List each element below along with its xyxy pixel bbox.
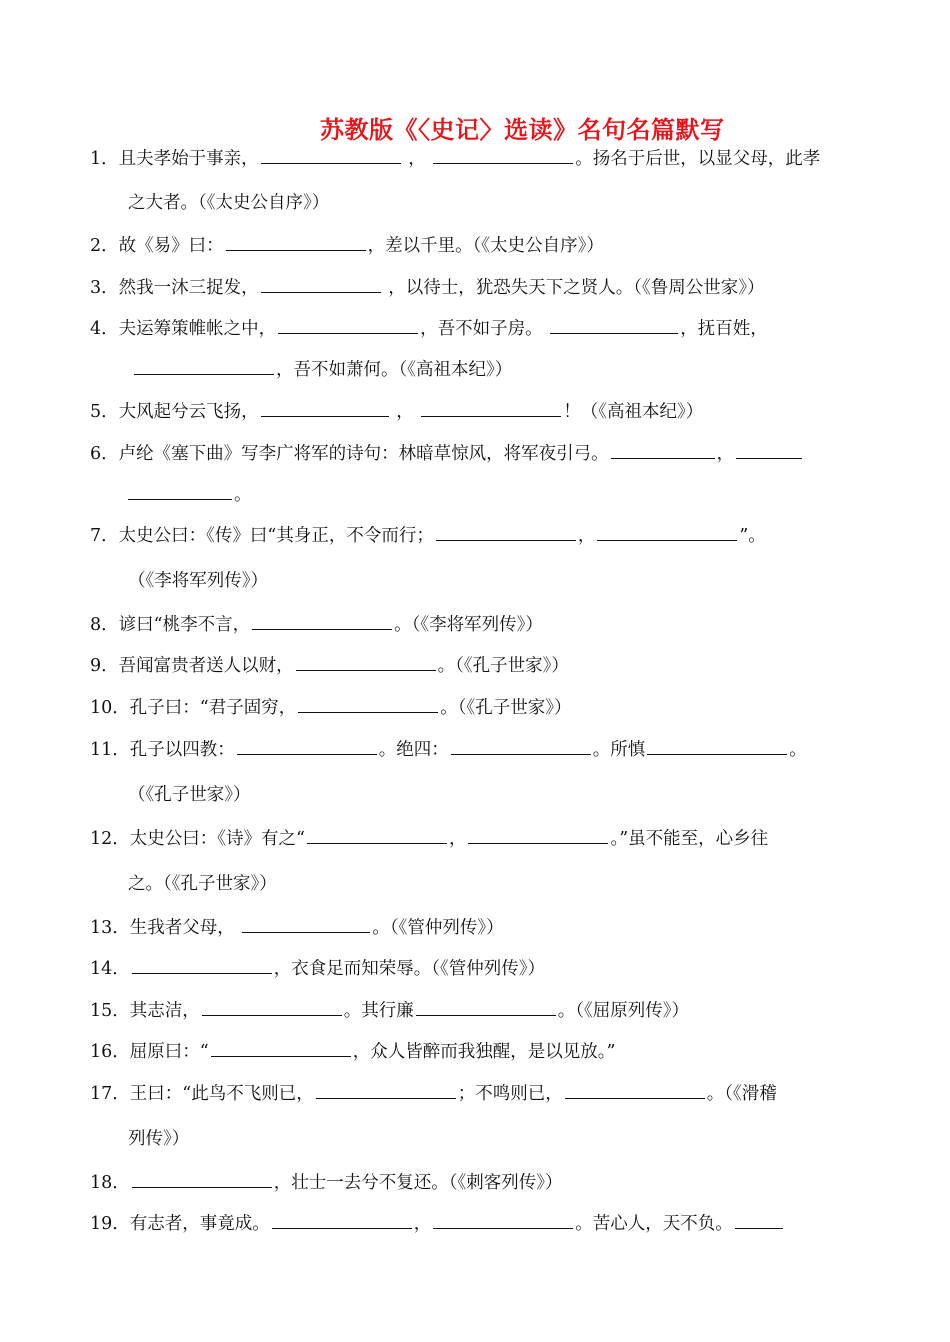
question-number: 1．	[90, 149, 119, 169]
answer-blank[interactable]	[565, 1080, 705, 1099]
answer-blank[interactable]	[611, 440, 715, 459]
question-16	[90, 1038, 615, 1064]
question-text: ，	[408, 149, 426, 169]
question-text: 。（《屈原列传》）	[557, 1001, 690, 1021]
question-number: 2．	[90, 236, 119, 256]
question-number: 16．	[90, 1042, 130, 1062]
question-text: 。其行廉	[343, 1001, 414, 1021]
question-5	[90, 398, 703, 424]
question-text: 。	[789, 740, 807, 760]
answer-blank[interactable]	[226, 232, 366, 251]
question-19	[90, 1210, 785, 1236]
question-number: 10．	[90, 698, 130, 718]
question-text: 故《易》曰：	[118, 236, 224, 256]
question-number: 7．	[90, 526, 119, 546]
answer-blank[interactable]	[202, 997, 342, 1016]
answer-blank[interactable]	[132, 955, 272, 974]
question-number: 17．	[90, 1084, 130, 1104]
question-4-continued	[132, 356, 512, 382]
question-number: 15．	[90, 1001, 130, 1021]
answer-blank[interactable]	[128, 481, 232, 500]
question-text: 且夫孝始于事亲，	[118, 149, 259, 169]
answer-blank[interactable]	[261, 398, 389, 417]
answer-blank[interactable]	[261, 274, 381, 293]
question-text: 。	[234, 485, 252, 505]
question-number: 8．	[90, 615, 119, 635]
question-text: 卢纶《塞下曲》写李广将军的诗句：林暗草惊风，将军夜引弓。	[118, 444, 609, 464]
question-text: 之大者。（《太史公自序》）	[128, 193, 330, 213]
question-1	[90, 145, 820, 171]
answer-blank[interactable]	[416, 997, 556, 1016]
question-4	[90, 315, 768, 341]
question-number: 18．	[90, 1173, 130, 1193]
question-2	[90, 232, 604, 258]
question-number: 14．	[90, 959, 130, 979]
question-text: 大风起兮云飞扬，	[118, 402, 259, 422]
answer-blank[interactable]	[436, 522, 576, 541]
question-text: 。（《滑稽	[706, 1084, 777, 1104]
question-number: 5．	[90, 402, 119, 422]
question-text: ，吾不如萧何。（《高祖本纪》）	[276, 360, 513, 380]
answer-blank[interactable]	[252, 611, 392, 630]
answer-blank[interactable]	[298, 694, 438, 713]
question-text: ，	[716, 444, 735, 464]
question-number: 9．	[90, 656, 119, 676]
question-text: 孔子以四教：	[129, 740, 235, 760]
answer-blank[interactable]	[296, 652, 436, 671]
question-15	[90, 997, 689, 1023]
question-text: ，抚百姓，	[680, 319, 768, 339]
question-text: ”。	[739, 526, 766, 546]
question-6-continued	[126, 481, 252, 507]
question-text: 然我一沐三捉发，	[118, 278, 259, 298]
question-text: 屈原曰：“	[129, 1042, 209, 1062]
question-text: ！（《高祖本纪》）	[563, 402, 704, 422]
question-text: ，	[577, 526, 596, 546]
answer-blank[interactable]	[433, 1210, 573, 1229]
question-8	[90, 611, 543, 637]
question-text: 。（《孔子世家》）	[437, 656, 569, 676]
answer-blank[interactable]	[468, 825, 608, 844]
question-14	[90, 955, 545, 981]
question-7	[90, 522, 766, 548]
answer-blank[interactable]	[134, 356, 274, 375]
question-text: 列传》）	[128, 1129, 190, 1149]
question-17-continued	[128, 1127, 189, 1151]
question-18	[90, 1169, 563, 1195]
question-11-continued	[128, 783, 251, 807]
question-7-continued	[128, 569, 268, 593]
answer-blank[interactable]	[421, 398, 561, 417]
question-text: ，以待士，犹恐失天下之贤人。（《鲁周公世家》）	[388, 278, 765, 298]
question-text: 。”虽不能至，心乡往	[610, 829, 769, 849]
question-text: 。苦心人，天不负。	[575, 1214, 733, 1234]
answer-blank[interactable]	[550, 315, 678, 334]
question-text: 。绝四：	[378, 740, 449, 760]
answer-blank[interactable]	[316, 1080, 456, 1099]
question-text: 。（《管仲列传》）	[372, 918, 504, 938]
question-text: ，壮士一去兮不复还。（《刺客列传》）	[273, 1173, 563, 1193]
question-text: ，	[413, 1214, 432, 1234]
question-text: ；不鸣则已，	[457, 1084, 563, 1104]
answer-blank[interactable]	[451, 736, 591, 755]
question-text: ，众人皆醉而我独醒，是以见放。”	[352, 1042, 616, 1062]
question-text: ，	[396, 402, 414, 422]
answer-blank[interactable]	[237, 736, 377, 755]
question-17	[90, 1080, 777, 1106]
question-11	[90, 736, 807, 762]
question-number: 4．	[90, 319, 119, 339]
question-number: 12．	[90, 829, 130, 849]
question-text: 吾闻富贵者送人以财，	[118, 656, 294, 676]
question-6	[90, 440, 804, 466]
question-text: 其志洁，	[129, 1001, 200, 1021]
answer-blank[interactable]	[211, 1038, 351, 1057]
question-number: 13．	[90, 918, 130, 938]
question-text: 太史公曰：《诗》有之“	[129, 829, 305, 849]
question-text: 。扬名于后世，以显父母，此孝	[575, 149, 821, 169]
question-text: ，衣食足而知荣辱。（《管仲列传》）	[273, 959, 546, 979]
question-text: 生我者父母，	[129, 918, 235, 938]
answer-blank[interactable]	[307, 825, 447, 844]
question-1-continued	[128, 191, 329, 215]
question-text: 王曰：“此鸟不飞则已，	[129, 1084, 314, 1104]
answer-blank[interactable]	[272, 1210, 412, 1229]
page-title: 苏教版《〈史记〉选读》名句名篇默写	[320, 116, 725, 144]
question-12-continued	[128, 872, 277, 896]
question-3	[90, 274, 764, 300]
answer-blank[interactable]	[736, 440, 802, 459]
answer-blank[interactable]	[735, 1210, 783, 1229]
question-text: 孔子曰：“君子固穷，	[129, 698, 297, 718]
question-10	[90, 694, 571, 720]
question-text: （《孔子世家》）	[128, 785, 251, 805]
question-13	[90, 914, 504, 940]
answer-blank[interactable]	[242, 914, 370, 933]
question-text: 。所慎	[592, 740, 646, 760]
answer-blank[interactable]	[261, 145, 401, 164]
question-text: ，吾不如子房。	[420, 319, 543, 339]
question-text: 夫运筹策帷帐之中，	[118, 319, 277, 339]
question-text: 。（《孔子世家》）	[440, 698, 572, 718]
question-number: 11．	[90, 740, 130, 760]
question-text: 有志者，事竟成。	[129, 1214, 270, 1234]
answer-blank[interactable]	[433, 145, 573, 164]
question-text: 太史公曰：《传》曰“其身正，不令而行；	[118, 526, 434, 546]
answer-blank[interactable]	[597, 522, 737, 541]
answer-blank[interactable]	[647, 736, 787, 755]
question-text: ，	[448, 829, 467, 849]
question-text: （《李将军列传》）	[128, 571, 268, 591]
question-12	[90, 825, 768, 851]
question-number: 3．	[90, 278, 119, 298]
question-number: 6．	[90, 444, 119, 464]
question-text: ，差以千里。（《太史公自序》）	[367, 236, 604, 256]
answer-blank[interactable]	[132, 1169, 272, 1188]
question-text: 之。（《孔子世家》）	[128, 874, 277, 894]
question-text: 。（《李将军列传》）	[394, 615, 543, 635]
question-text: 谚曰“桃李不言，	[118, 615, 251, 635]
question-9	[90, 652, 569, 678]
question-number: 19．	[90, 1214, 130, 1234]
answer-blank[interactable]	[278, 315, 418, 334]
